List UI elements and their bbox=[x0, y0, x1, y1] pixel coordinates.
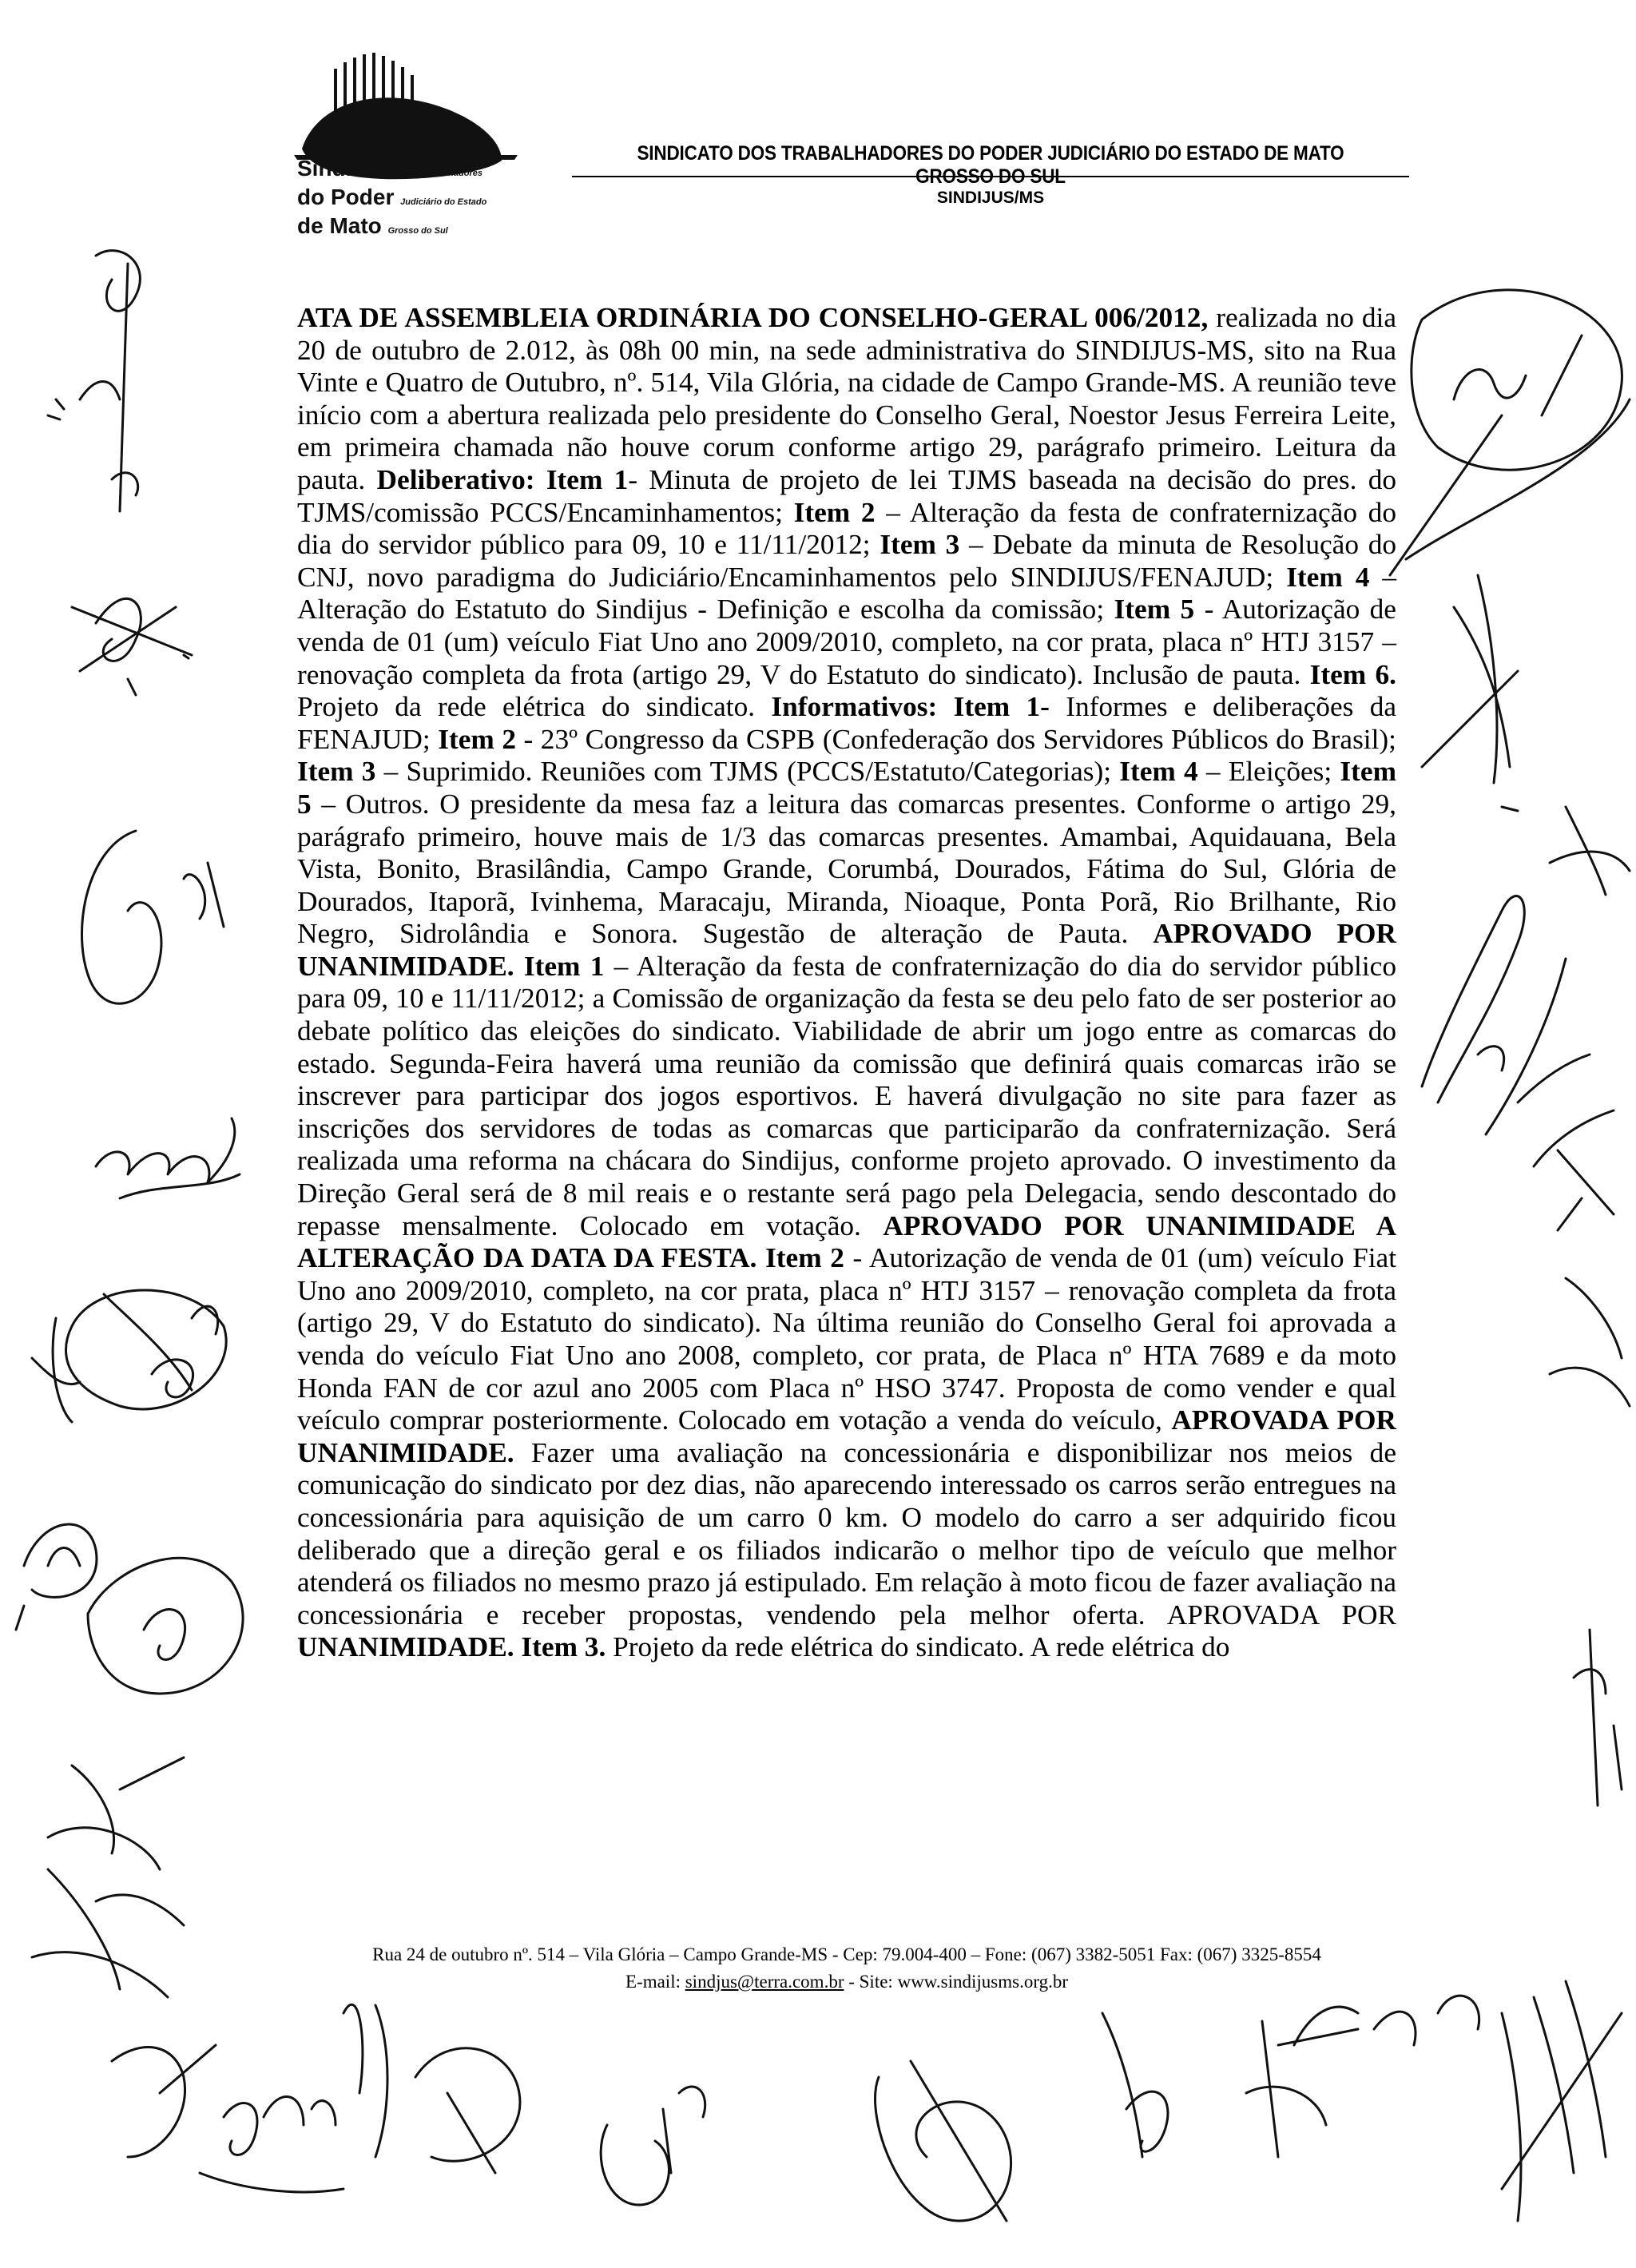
bold-run: Item 3 bbox=[880, 529, 960, 561]
text-run: – Suprimido. Reuniões com TJMS (PCCS/Estatuto/Categorias); bbox=[375, 756, 1120, 788]
text-run: – Debate da minuta de Resolução do CNJ, novo paradigma do Judiciário/Encaminhamentos pelo SINDIJUS/FENAJUD; bbox=[297, 529, 1396, 593]
footer-site-label: - Site: bbox=[844, 1972, 898, 1992]
text-run: Projeto da rede elétrica do sindicato. A rede elétrica do bbox=[606, 1631, 1230, 1663]
text-run: - Autorização de venda de 01 (um) veículo Fiat Uno ano 2009/2010, completo, na cor prata, placa nº HTJ 3157 – renovação completa da frota (artigo 29, V do Estatuto do sindicato). Na última reunião do Conselho Geral foi aprovada a venda do veículo Fiat Uno ano 2008, completo, cor prata, de Placa nº HTA 7689 e da moto Honda FAN de cor azul ano 2005 com Placa nº HSO 3747. Proposta de como vender e qual veículo comprar posteriormente. Colocado em votação a venda do veículo, bbox=[297, 1242, 1397, 1436]
bold-run: Item 4 bbox=[1119, 756, 1198, 788]
text-run: Informes e deliberações da FENAJUD; bbox=[297, 691, 1397, 755]
bold-run: UNANIMIDADE. Item 3. bbox=[297, 1631, 606, 1663]
logo-line-2: do Poder bbox=[297, 185, 395, 209]
footer-contact bbox=[288, 1941, 1406, 1996]
text-run: – Alteração da festa de confraternização do dia do servidor público para 09, 10 e 11/11/2012; bbox=[297, 496, 1396, 561]
text-run: - 23º Congresso da CSPB (Confederação dos Servidores Públicos do Brasil); bbox=[515, 723, 1396, 755]
logo-line-1-small: dos Trabalhadores bbox=[403, 169, 483, 178]
header-subtitle: SINDIJUS/MS bbox=[936, 189, 1045, 207]
bold-run: Item 6. bbox=[1309, 658, 1396, 690]
bold-run: Item 2 bbox=[793, 496, 876, 528]
bold-run: Item 2 bbox=[438, 723, 516, 755]
footer-site-link[interactable]: www.sindijusms.org.br bbox=[897, 1972, 1068, 1992]
text-run: Fazer uma avaliação na concessionária e disponibilizar nos meios de comunicação do sindicato por dez dias, não aparecendo interessado os carros serão entregues na concessionária para aquisição de um carro 0 km. O modelo do carro a ser adquirido ficou deliberado que a direção geral e os filiados indicarão o melhor tipo de veículo que melhor atenderá os filiados no mesmo prazo já estipulado. Em relação à moto ficou de fazer avaliação na concessionária e receber propostas, vendendo pela melhor oferta. APROVADA POR bbox=[297, 1436, 1396, 1630]
footer-email-label: E-mail: bbox=[625, 1972, 685, 1992]
bold-run: APROVADA POR UNANIMIDADE. bbox=[297, 1404, 1396, 1468]
bold-run: Item 5 bbox=[1114, 594, 1195, 626]
text-run: - Autorização de venda de 01 (um) veículo Fiat Uno ano 2009/2010, completo, na cor prata, placa nº HTJ 3157 – renovação completa da frota (artigo 29, V do Estatuto do sindicato). Inclusão de pauta. bbox=[297, 594, 1396, 690]
bold-run: APROVADO POR UNANIMIDADE A ALTERAÇÃO DA DATA DA FESTA. Item 2 bbox=[297, 1209, 1397, 1274]
footer-address: Rua 24 de outubro nº. 514 – Vila Glória – Campo Grande-MS - Cep: 79.004-400 – Fone: (067) 3382-5051 Fax: (067) 3325-8554 bbox=[372, 1944, 1321, 1964]
logo-line-1: Sindicato bbox=[297, 156, 399, 181]
text-run: – Outros. O presidente da mesa faz a leitura das comarcas presentes. Conforme o artigo 29, parágrafo primeiro, houve mais de 1/3 das comarcas presentes. Amambai, Aquidauana, Bela Vista, Bonito, Brasilândia, Campo Grande, Corumbá, Dourados, Fátima do Sul, Glória de Dourados, Itaporã, Ivinhema, Maracaju, Miranda, Nioaque, Ponta Porã, Rio Brilhante, Rio Negro, Sidrolândia e Sonora. Sugestão de alteração de Pauta. bbox=[297, 788, 1396, 950]
footer-email-link[interactable]: sindjus@terra.com.br bbox=[685, 1972, 844, 1992]
text-run: Projeto da rede elétrica do sindicato. bbox=[297, 691, 772, 723]
bold-run: Item 5 bbox=[297, 756, 1396, 820]
bold-run: Item 4 bbox=[1286, 561, 1370, 593]
bold-run: Informativos: Item 1- bbox=[771, 691, 1050, 723]
minutes-body bbox=[297, 302, 1396, 1664]
text-run: - Minuta de projeto de lei TJMS baseada na decisão do pres. do TJMS/comissão PCCS/Encaminhamentos; bbox=[297, 463, 1396, 528]
logo-line-2-small: Judiciário do Estado bbox=[400, 197, 487, 207]
logo-line-3: de Mato bbox=[297, 213, 382, 238]
footer-contact-line bbox=[288, 1968, 1406, 1996]
bold-run: Deliberativo: Item 1 bbox=[376, 463, 629, 495]
text-run: – Alteração da festa de confraternização do dia do servidor público para 09, 10 e 11/11/2012; a Comissão de organização da festa se deu pelo fato de ser posterior ao debate político das eleições do sindicato. Viabilidade de abrir um jogo entre as comarcas do estado. Segunda-Feira haverá uma reunião da comissão que definirá quais comarcas irão se inscrever para participar dos jogos esportivos. E haverá divulgação no site para fazer as inscrições dos servidores de todas as comarcas que participarão da confraternização. Será realizada uma reforma na chácara do Sindijus, conforme projeto aprovado. O investimento da Direção Geral será de 8 mil reais e o restante será pago pela Delegacia, sendo descontado do repasse mensalmente. Colocado em votação. bbox=[297, 950, 1396, 1241]
minutes-paragraph bbox=[297, 302, 1396, 1664]
logo-wordmark bbox=[297, 157, 486, 243]
bold-run: APROVADO POR UNANIMIDADE. Item 1 bbox=[297, 918, 1397, 982]
header-title: SINDICATO DOS TRABALHADORES DO PODER JUDICIÁRIO DO ESTADO DE MATO GROSSO DO SUL bbox=[637, 142, 1344, 188]
text-run: – Eleições; bbox=[1197, 756, 1340, 788]
bold-run: Item 3 bbox=[297, 756, 376, 788]
minutes-heading: ATA DE ASSEMBLEIA ORDINÁRIA DO CONSELHO-GERAL 006/2012, bbox=[297, 302, 1209, 333]
text-run: – Alteração do Estatuto do Sindijus - Definição e escolha da comissão; bbox=[297, 561, 1396, 626]
text-run: realizada no dia 20 de outubro de 2.012, às 08h 00 min, na sede administrativa do SINDIJUS-MS, sito na Rua Vinte e Quatro de Outubro, nº. 514, Vila Glória, na cidade de Campo Grande-MS. A reunião teve início com a abertura realizada pelo presidente do Conselho Geral, Noestor Jesus Ferreira Leite, em primeira chamada não houve corum conforme artigo 29, parágrafo primeiro. Leitura da pauta. bbox=[297, 302, 1396, 495]
header-divider bbox=[572, 176, 1409, 177]
logo-line-3-small: Grosso do Sul bbox=[387, 226, 448, 236]
